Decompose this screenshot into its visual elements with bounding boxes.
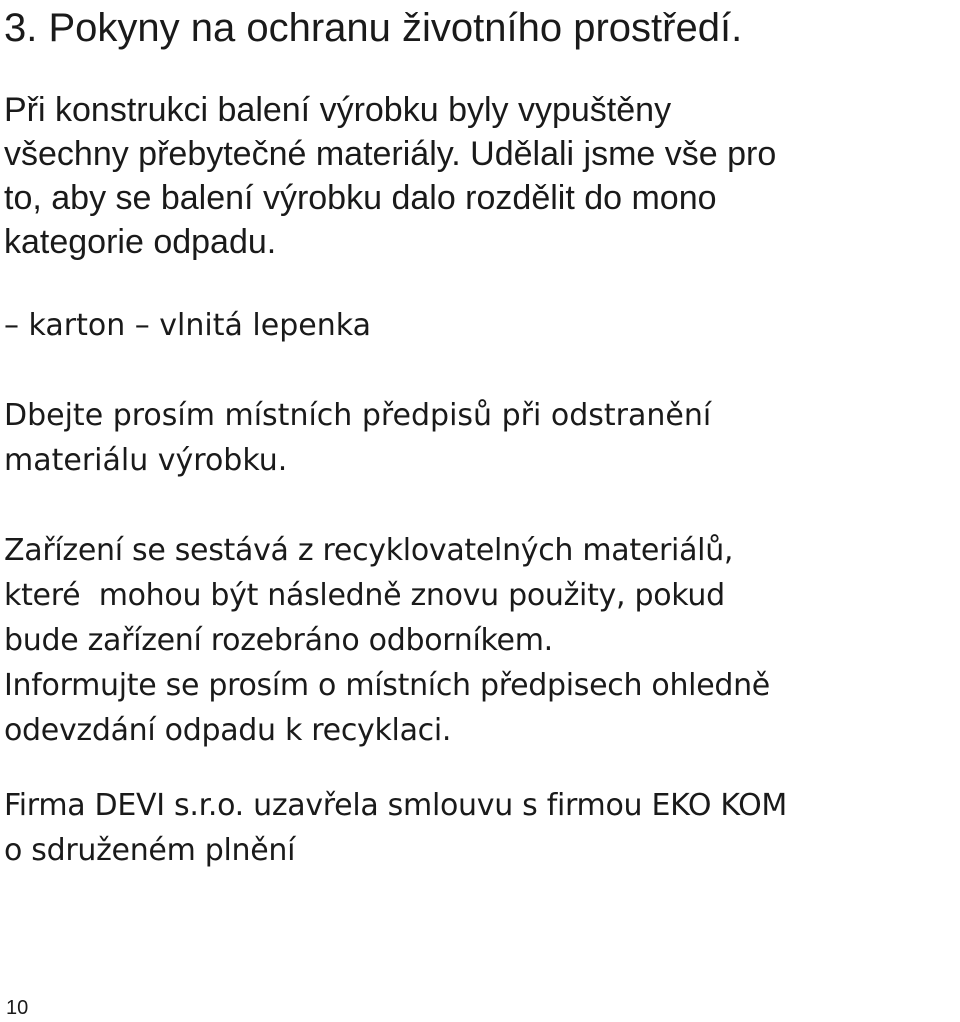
contract-line: o sdruženém plnění <box>4 833 296 868</box>
recycling-line: bude zařízení rozebráno odborníkem. <box>4 623 553 658</box>
recycling-line: Informujte se prosím o místních předpisech ohledně <box>4 668 770 703</box>
materials-list-item: – karton – vlnitá lepenka <box>4 308 371 343</box>
local-rules-line: materiálu výrobku. <box>4 443 288 478</box>
intro-line: všechny přebytečné materiály. Udělali jsme vše pro <box>4 135 777 173</box>
intro-paragraph <box>4 88 934 264</box>
intro-line: kategorie odpadu. <box>4 223 277 261</box>
intro-line: Při konstrukci balení výrobku byly vypuštěny <box>4 91 672 129</box>
local-rules-line: Dbejte prosím místních předpisů při odstranění <box>4 398 712 433</box>
page-number: 10 <box>6 997 29 1019</box>
intro-line: to, aby se balení výrobku dalo rozdělit do mono <box>4 179 717 217</box>
local-rules-paragraph <box>4 393 954 483</box>
recycling-line: odevzdání odpadu k recyklaci. <box>4 713 452 748</box>
contract-paragraph <box>4 783 954 873</box>
section-heading: 3. Pokyny na ochranu životního prostředí. <box>4 6 743 50</box>
recycling-line: Zařízení se sestává z recyklovatelných materiálů, <box>4 533 734 568</box>
recycling-line: které mohou být následně znovu použity, pokud <box>4 578 725 613</box>
contract-line: Firma DEVI s.r.o. uzavřela smlouvu s firmou EKO KOM <box>4 788 788 823</box>
recycling-paragraph <box>4 528 954 753</box>
